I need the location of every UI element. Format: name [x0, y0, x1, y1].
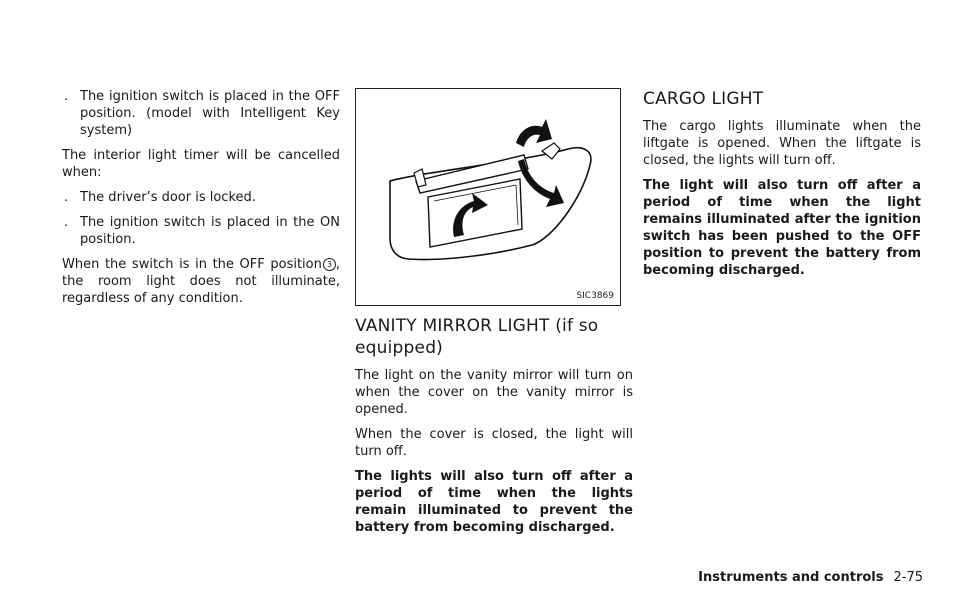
- off-position-text-rest: , the room light does not illuminate, regardless of any condition.: [62, 257, 340, 306]
- vanity-paragraph-1: The light on the vanity mirror will turn on when the cover on the vanity mirror is opened.: [355, 368, 633, 417]
- circled-number-callout: 3: [323, 258, 336, 271]
- bullet-ignition-off: [62, 88, 340, 139]
- paragraph-timer-cancel: The interior light timer will be cancelled when:: [62, 148, 340, 180]
- bullet-text: The driver’s door is locked.: [80, 190, 256, 205]
- bullet-text: The ignition switch is placed in the ON position.: [80, 215, 340, 247]
- right-column: [643, 88, 921, 287]
- off-position-text: When the switch is in the OFF position: [62, 257, 322, 272]
- figure-id: SIC3869: [576, 291, 614, 301]
- left-column: [62, 88, 340, 315]
- bullet-ignition-on: [62, 214, 340, 248]
- bullet-marker: .: [64, 215, 69, 230]
- page-footer: [698, 570, 923, 585]
- rotate-visor-arrow-icon: [516, 119, 552, 147]
- bullet-marker: .: [64, 89, 69, 104]
- bullet-text: The ignition switch is placed in the OFF position. (model with Intelligent Key system): [80, 89, 340, 138]
- middle-column: [355, 315, 633, 544]
- paragraph-off-position: [62, 256, 340, 307]
- vanity-mirror-heading: VANITY MIRROR LIGHT (if so equipped): [355, 316, 599, 358]
- vanity-mirror-illustration: [355, 88, 621, 306]
- page-number: 2-75: [893, 570, 923, 585]
- bullet-door-locked: [62, 189, 340, 206]
- bullet-marker: .: [64, 190, 69, 205]
- footer-section-title: Instruments and controls: [698, 570, 884, 585]
- cargo-paragraph-1: The cargo lights illuminate when the liftgate is opened. When the liftgate is closed, the lights will turn off.: [643, 119, 921, 168]
- vanity-paragraph-2: When the cover is closed, the light will turn off.: [355, 427, 633, 459]
- vanity-battery-note: The lights will also turn off after a period of time when the lights remain illuminated to prevent the battery from becoming discharged.: [355, 469, 633, 535]
- cargo-battery-note: The light will also turn off after a period of time when the light remains illuminated after the ignition switch has been pushed to the OFF position to prevent the battery from becoming discharged.: [643, 178, 921, 278]
- sun-visor-drawing: [356, 89, 622, 307]
- cargo-light-heading: CARGO LIGHT: [643, 89, 764, 109]
